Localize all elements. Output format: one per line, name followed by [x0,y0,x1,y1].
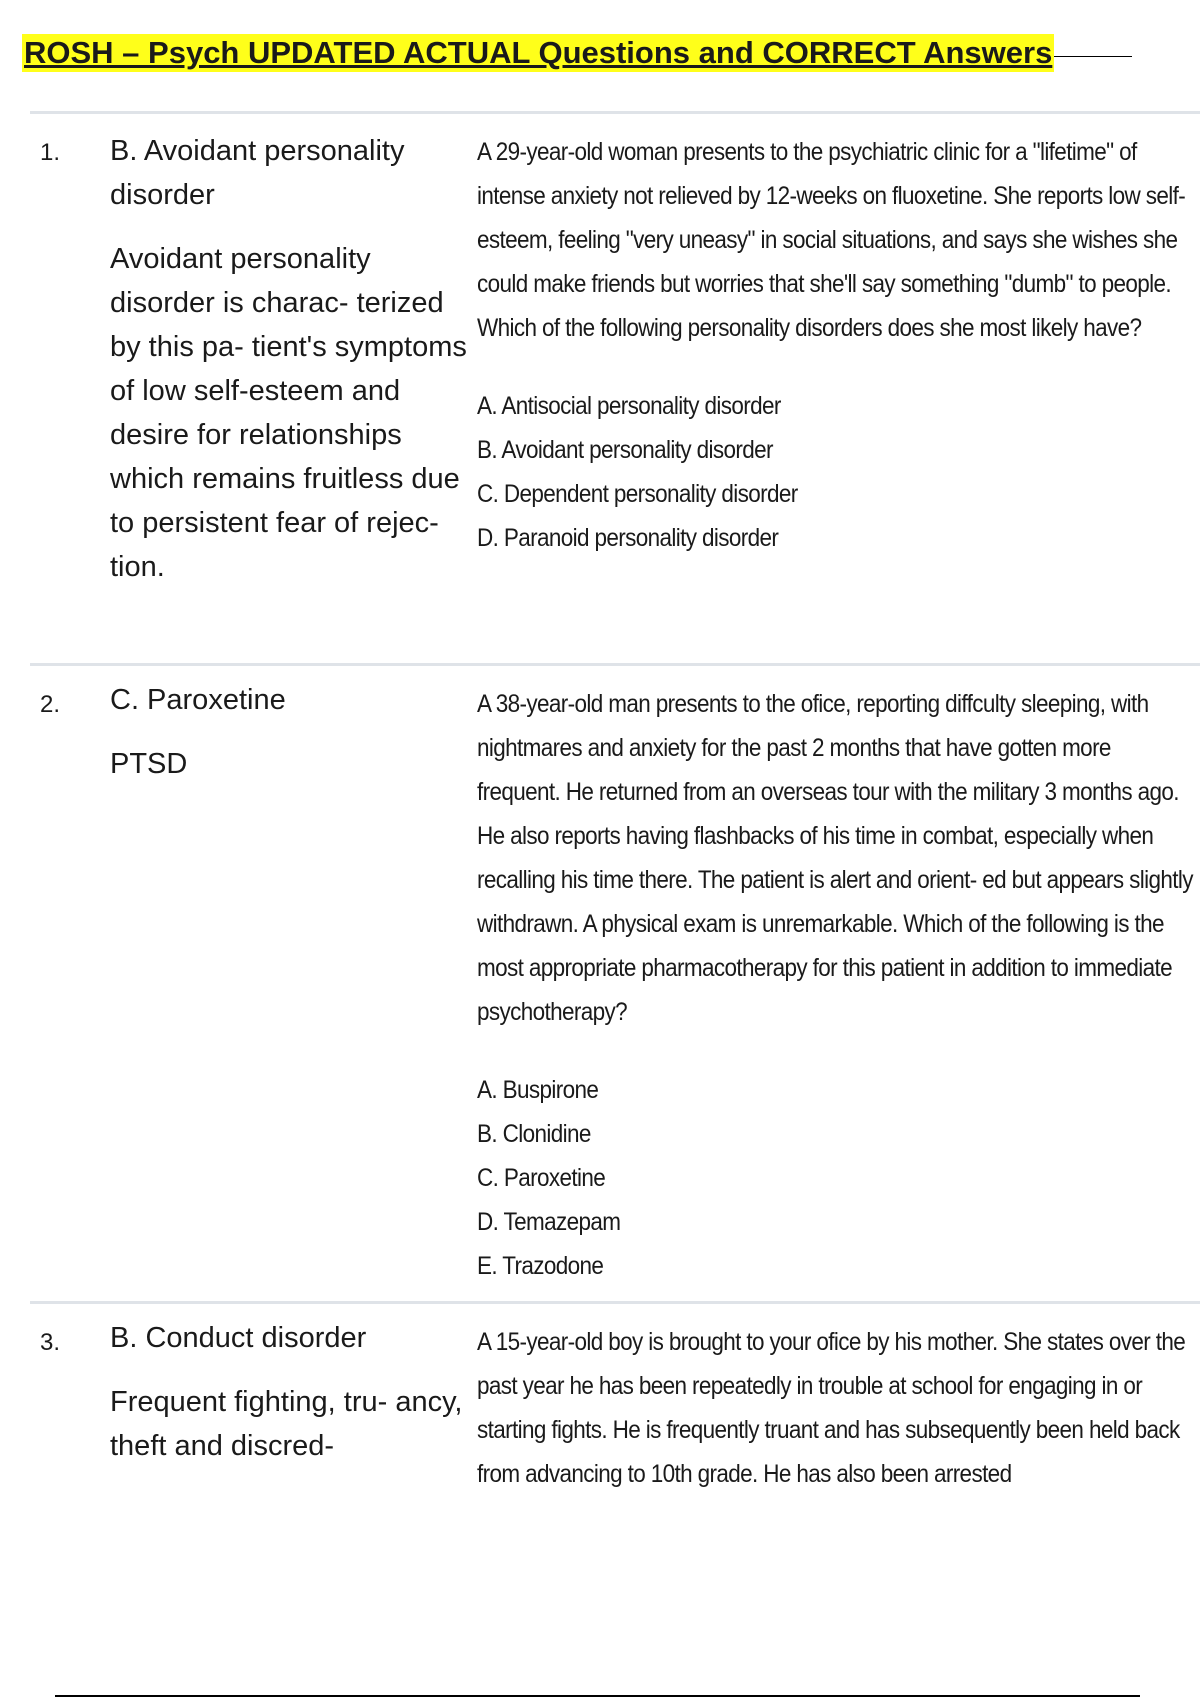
question-column [477,682,1197,1288]
correct-answer: B. Avoidant personality disorder [110,135,405,211]
question-number: 2. [40,691,61,718]
question-stem: A 38-year-old man presents to the ofice, reporting diffculty sleeping, with nightmares and anxiety for the past 2 months that have gotten more frequent. He returned from an overseas tour with the military 3 months ago. He also reports having flashbacks of his time in combat, especially when recalling his time there. The patient is alert and orient- ed but appears slightly withdrawn. A physical exam is unremarkable. Which of the following is the most appropriate pharmacotherapy for this patient in addition to immediate psychotherapy? [477,690,1193,1026]
option-d: D. Temazepam [477,1208,621,1236]
question-column [477,1320,1197,1496]
option-e: E. Trazodone [477,1252,604,1280]
option-c: C. Paroxetine [477,1164,606,1192]
answer-column [110,1316,475,1468]
question-stem: A 29-year-old woman presents to the psychiatric clinic for a "lifetime" of intense anxiety not relieved by 12-weeks on fluoxetine. She reports low self-esteem, feeling "very uneasy" in social situations, and says she wishes she could make friends but worries that she'll say something "dumb" to people. Which of the following personality disorders does she most likely have? [477,138,1186,342]
question-row-1 [30,111,1200,669]
answer-options [477,1068,1197,1288]
correct-answer: C. Paroxetine [110,684,286,716]
question-number: 1. [40,139,61,166]
answer-explanation: Frequent fighting, tru- ancy, theft and discred- [110,1386,463,1462]
document-header [22,34,1132,72]
answer-options [477,384,1197,560]
answer-explanation: Avoidant personality disorder is charac- terized by this pa- tient's symptoms of low self-esteem and desire for relationships which remains fruitless due to persistent fear of rejec- tion. [110,243,467,583]
question-column [477,130,1197,560]
document-title: ROSH – Psych UPDATED ACTUAL Questions and CORRECT Answers [24,35,1053,70]
option-d: D. Paranoid personality disorder [477,524,779,552]
question-row-3 [30,1301,1200,1524]
correct-answer: B. Conduct disorder [110,1322,367,1354]
answer-column [110,129,475,589]
page-footer-rule [55,1695,1140,1697]
question-number: 3. [40,1329,61,1356]
option-a: A. Buspirone [477,1076,599,1104]
title-rule [1054,56,1132,57]
option-b: B. Clonidine [477,1120,591,1148]
option-c: C. Dependent personality disorder [477,480,798,508]
answer-column [110,678,475,786]
answer-explanation: PTSD [110,748,188,780]
question-row-2 [30,663,1200,1306]
option-a: A. Antisocial personality disorder [477,392,781,420]
option-b: B. Avoidant personality disorder [477,436,773,464]
question-stem: A 15-year-old boy is brought to your ofice by his mother. She states over the past year he has been repeatedly in trouble at school for engaging in or starting fights. He is frequently truant and has subsequently been held back from advancing to 10th grade. He has also been arrested [477,1328,1186,1488]
